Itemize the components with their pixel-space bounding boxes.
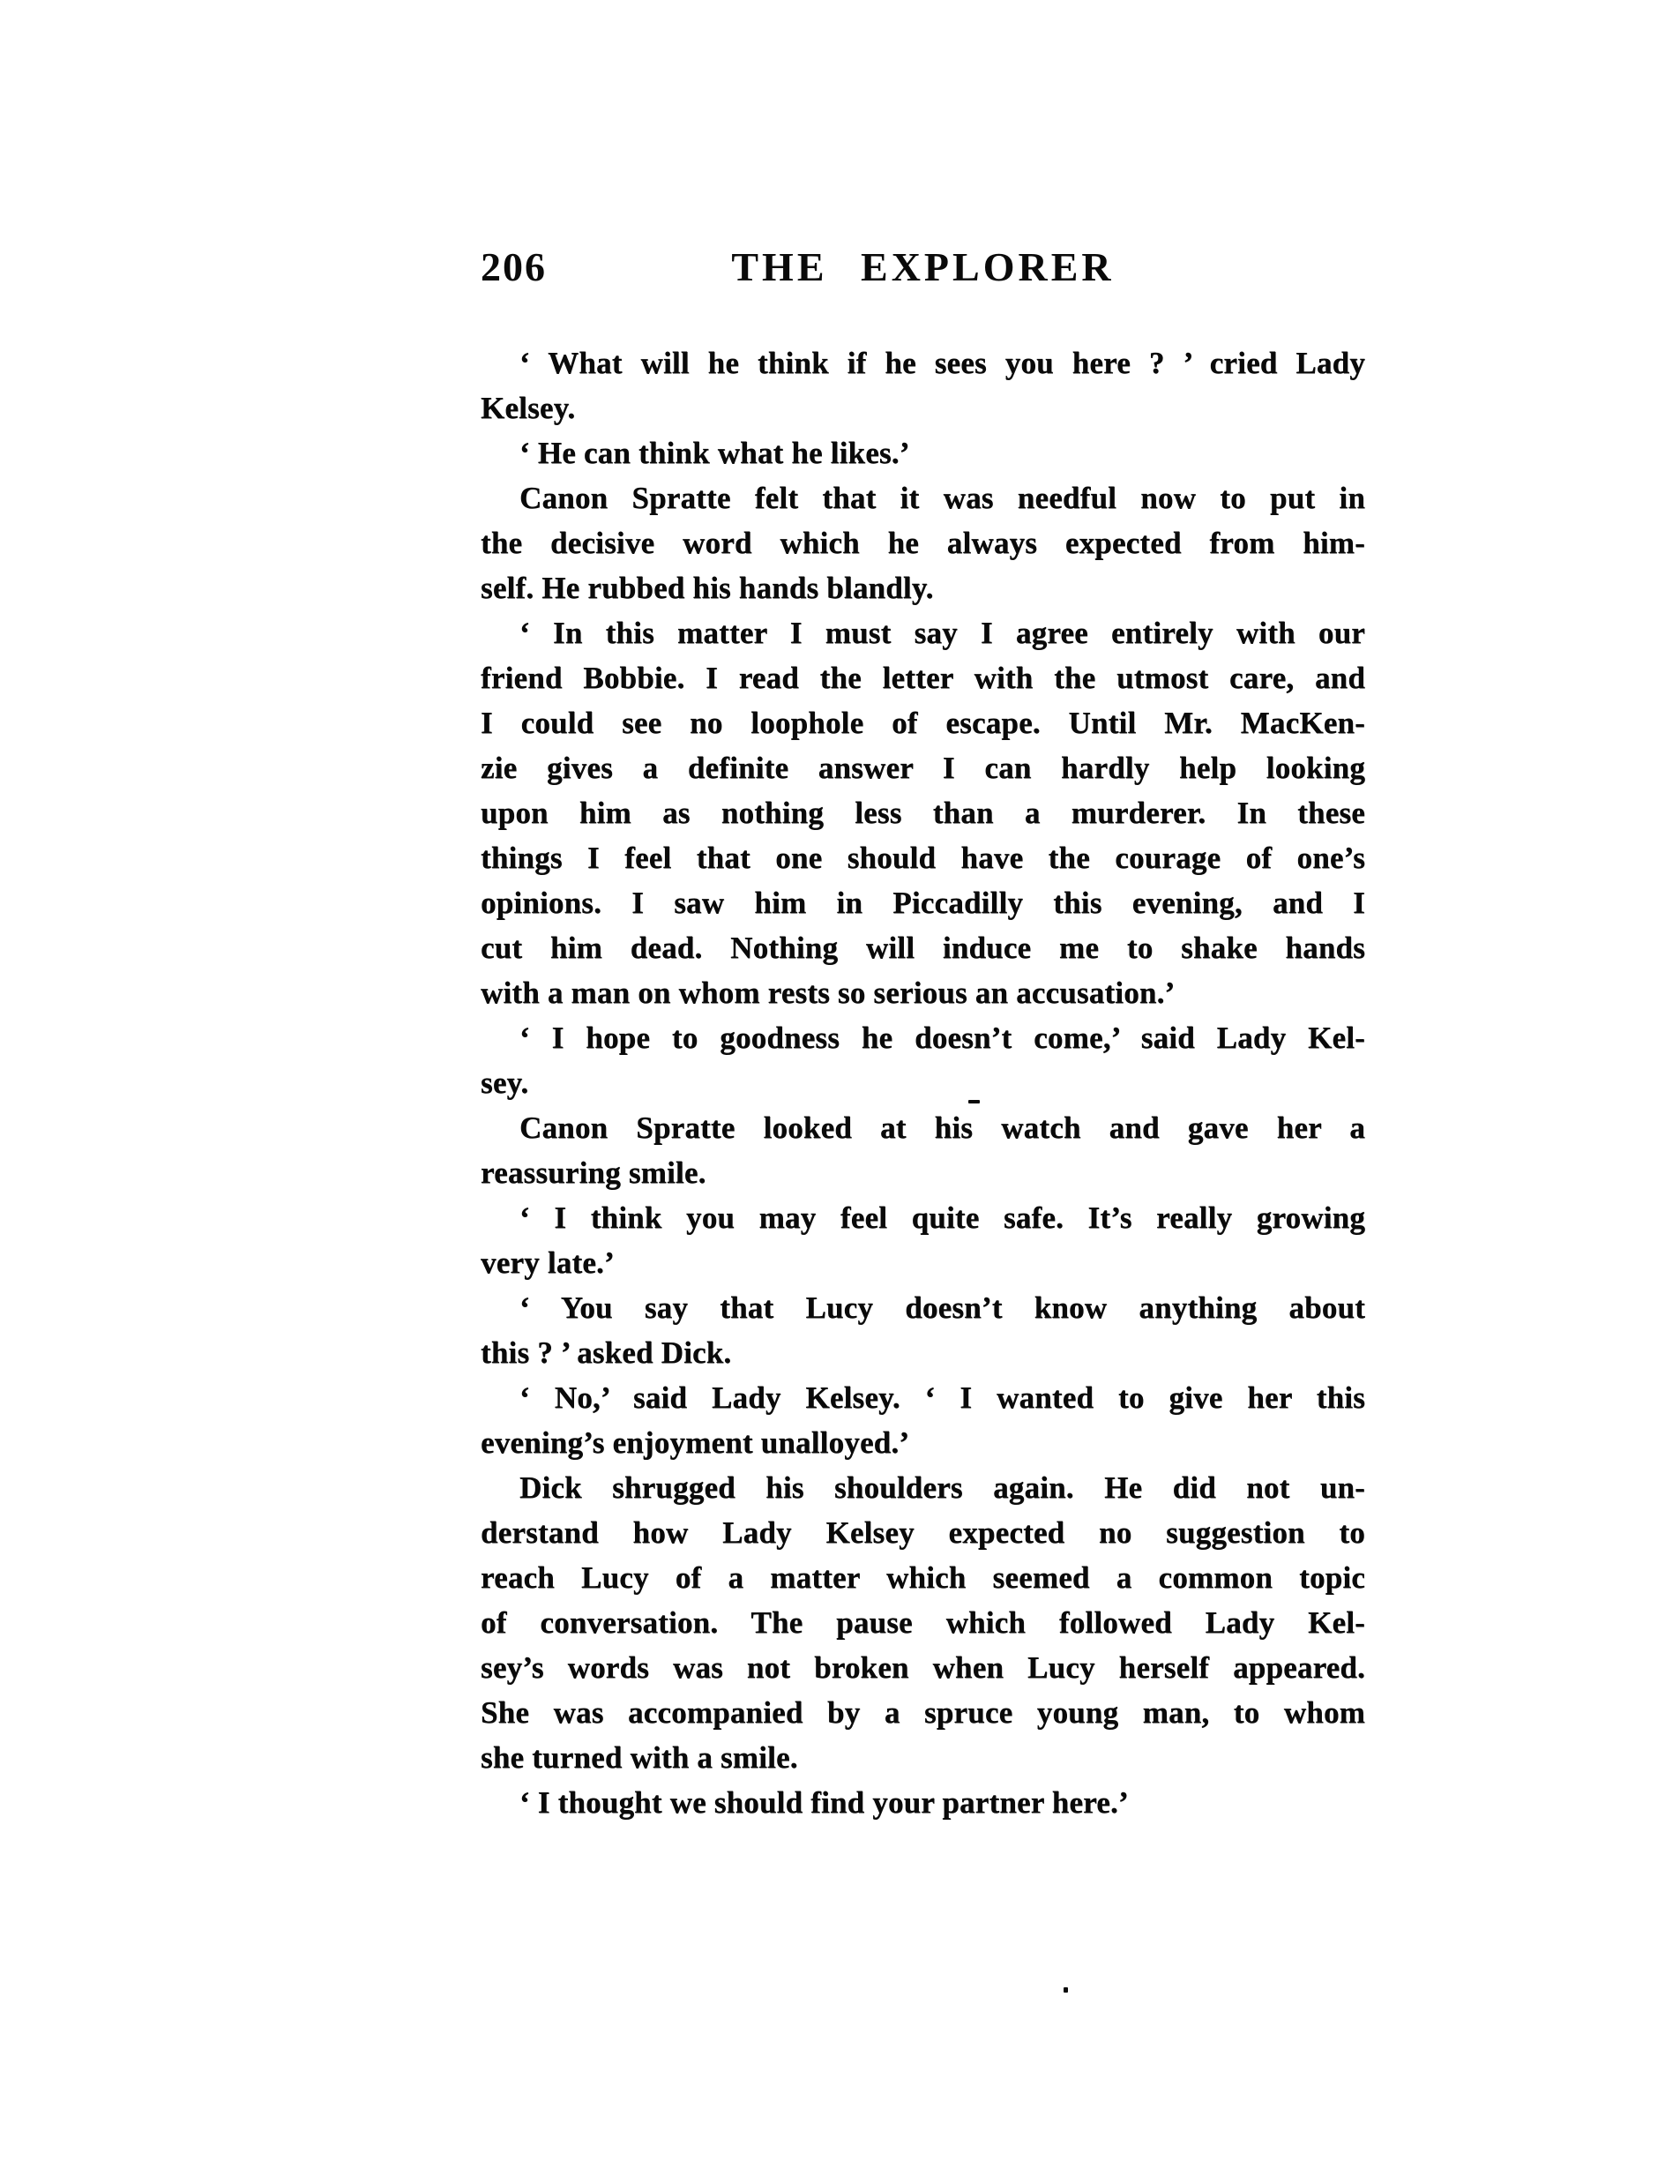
text-line: zie gives a definite answer I can hardly help looking — [481, 751, 1365, 785]
page-header — [481, 243, 1365, 291]
text-line: opinions. I saw him in Piccadilly this evening, and I — [481, 886, 1365, 920]
text-line: this ? ’ asked Dick. — [481, 1335, 732, 1370]
text-line: reach Lucy of a matter which seemed a common topic — [481, 1560, 1365, 1595]
text-line: Canon Spratte felt that it was needful now to put in — [519, 481, 1365, 515]
text-line: Canon Spratte looked at his watch and gave her a — [519, 1111, 1365, 1145]
text-line: Dick shrugged his shoulders again. He did not un- — [519, 1470, 1365, 1505]
text-column — [481, 243, 1365, 1825]
text-line: ‘ I thought we should find your partner here.’ — [519, 1785, 1129, 1820]
text-line: sey. — [481, 1066, 529, 1100]
text-line: sey’s words was not broken when Lucy herself appeared. — [481, 1650, 1365, 1685]
page-number: 206 — [481, 244, 547, 289]
scan-artifact-dash — [968, 1100, 980, 1103]
text-line: evening’s enjoyment unalloyed.’ — [481, 1425, 910, 1460]
text-line: I could see no loophole of escape. Until Mr. MacKen- — [481, 706, 1365, 740]
text-line: friend Bobbie. I read the letter with the utmost care, and — [481, 661, 1365, 695]
text-line: of conversation. The pause which followed Lady Kel- — [481, 1605, 1365, 1640]
text-line: things I feel that one should have the courage of one’s — [481, 841, 1365, 875]
text-line: self. He rubbed his hands blandly. — [481, 571, 934, 605]
running-title: THE EXPLORER — [731, 244, 1115, 289]
text-line: upon him as nothing less than a murderer. In these — [481, 796, 1365, 830]
text-line: She was accompanied by a spruce young man, to whom — [481, 1695, 1365, 1730]
text-line: ‘ He can think what he likes.’ — [519, 436, 910, 470]
text-line: reassuring smile. — [481, 1156, 706, 1190]
text-line: Kelsey. — [481, 391, 576, 425]
text-line: derstand how Lady Kelsey expected no suggestion to — [481, 1515, 1365, 1550]
text-line: ‘ I think you may feel quite safe. It’s really growing — [519, 1200, 1365, 1235]
text-line: cut him dead. Nothing will induce me to shake hands — [481, 931, 1365, 965]
text-line: ‘ What will he think if he sees you here ? ’ cried Lady — [519, 346, 1365, 380]
text-line: ‘ I hope to goodness he doesn’t come,’ said Lady Kel- — [519, 1021, 1365, 1055]
text-line: ‘ In this matter I must say I agree entirely with our — [519, 616, 1365, 650]
text-line: ‘ No,’ said Lady Kelsey. ‘ I wanted to give her this — [519, 1380, 1365, 1415]
text-line: with a man on whom rests so serious an accusation.’ — [481, 976, 1176, 1010]
text-line: the decisive word which he always expected from him- — [481, 526, 1365, 560]
body-text — [481, 340, 1365, 1825]
text-line: ‘ You say that Lucy doesn’t know anything about — [519, 1290, 1365, 1325]
scan-artifact-dot — [1064, 1987, 1068, 1993]
text-line: very late.’ — [481, 1245, 615, 1280]
text-line: she turned with a smile. — [481, 1740, 798, 1775]
